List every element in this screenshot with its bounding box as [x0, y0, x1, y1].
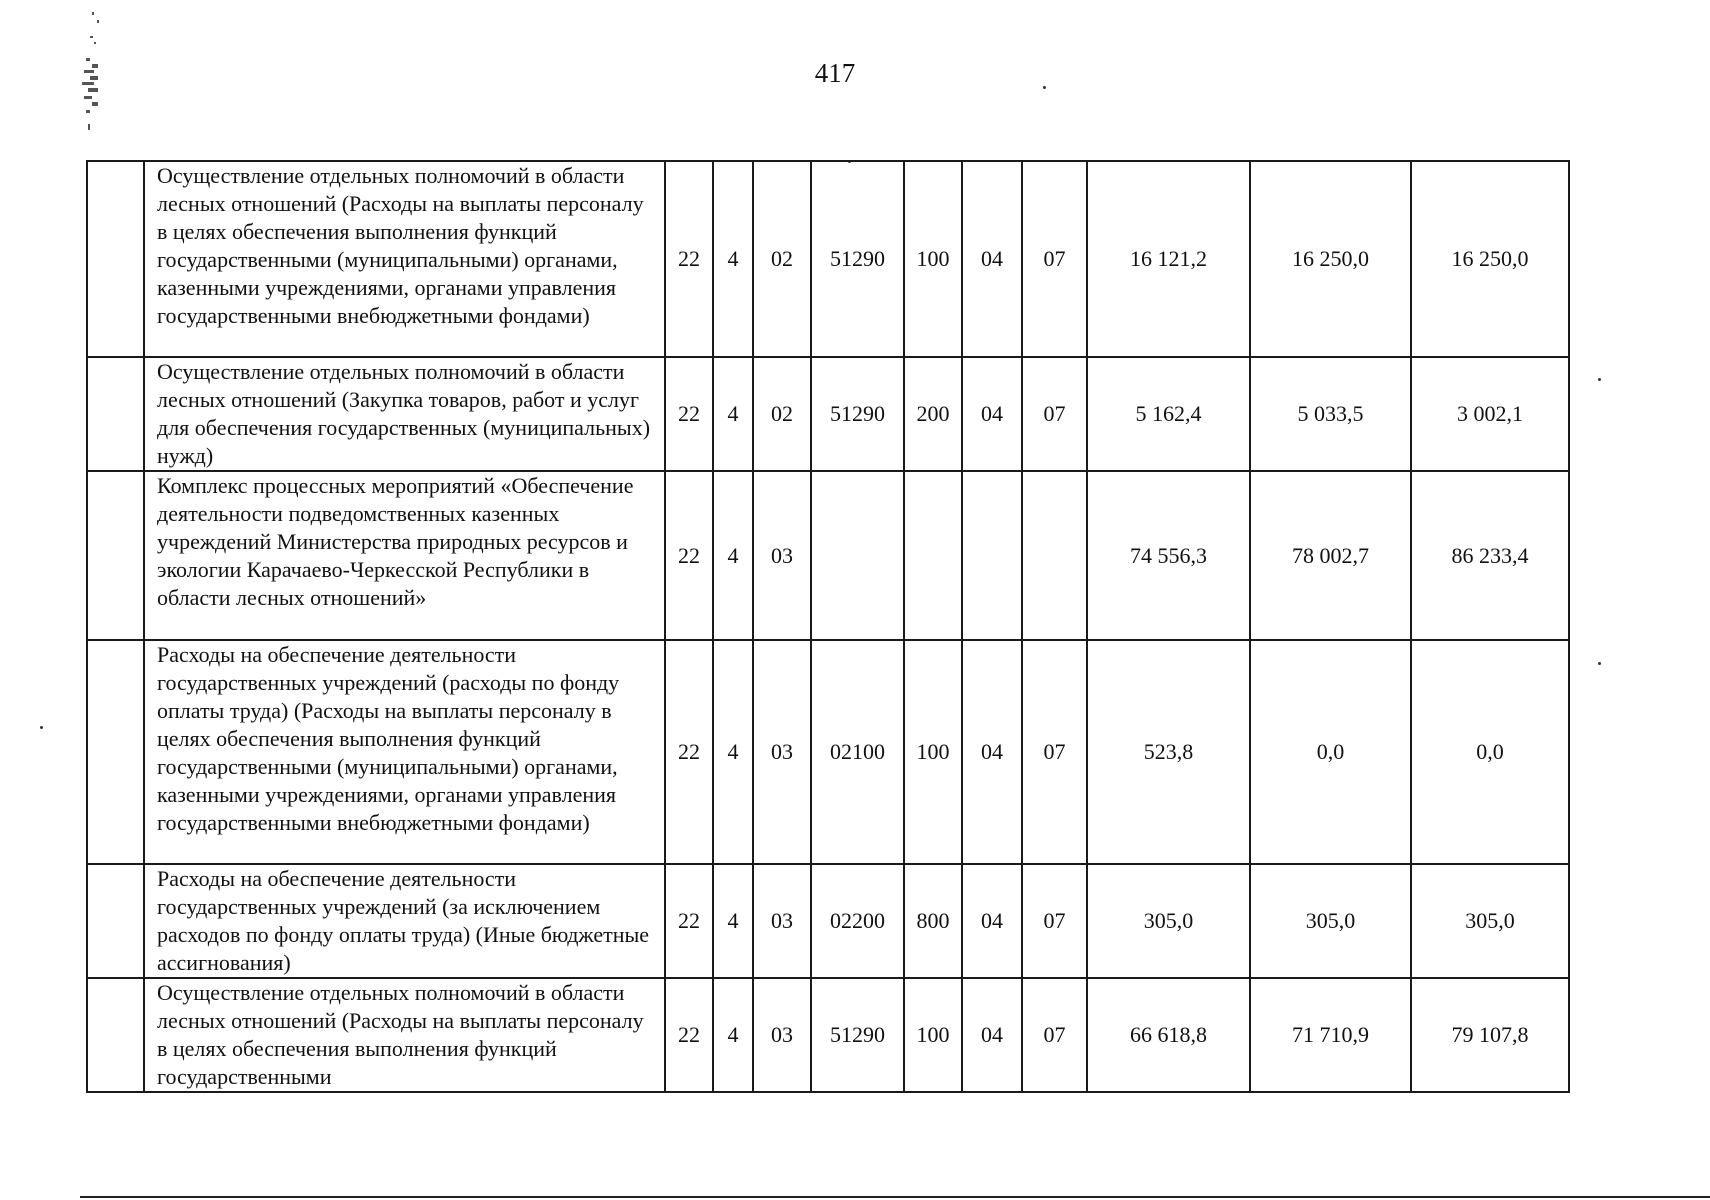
table-row	[87, 978, 1569, 1092]
row-index-cell	[87, 471, 144, 640]
amount-cell: 16 250,0	[1411, 161, 1569, 357]
amount-cell: 78 002,7	[1250, 471, 1411, 640]
code-cell: 4	[713, 471, 753, 640]
code-cell: 02200	[811, 864, 904, 978]
amount-cell: 5 162,4	[1087, 357, 1250, 471]
code-cell	[904, 471, 962, 640]
code-cell: 4	[713, 357, 753, 471]
expense-name: Расходы на обеспечение деятельности государственных учреждений (за исключением расходов по фонду оплаты труда) (Иные бюджетные ассигнования)	[144, 864, 665, 978]
amount-cell: 305,0	[1087, 864, 1250, 978]
code-cell: 03	[753, 978, 811, 1092]
stray-dot	[1043, 86, 1046, 89]
amount-cell: 5 033,5	[1250, 357, 1411, 471]
row-index-cell	[87, 640, 144, 864]
stray-dot	[1598, 378, 1601, 381]
amount-cell: 86 233,4	[1411, 471, 1569, 640]
table-row	[87, 864, 1569, 978]
row-index-cell	[87, 978, 144, 1092]
expense-name: Расходы на обеспечение деятельности государственных учреждений (расходы по фонду оплаты труда) (Расходы на выплаты персоналу в целях обеспечения выполнения функций государственными (муниципальными) органами, казенными учреждениями, органами управления государственными внебюджетными фондами)	[144, 640, 665, 864]
expense-name: Осуществление отдельных полномочий в области лесных отношений (Расходы на выплаты персоналу в целях обеспечения выполнения функций государственными	[144, 978, 665, 1092]
code-cell: 4	[713, 161, 753, 357]
code-cell: 800	[904, 864, 962, 978]
amount-cell: 305,0	[1411, 864, 1569, 978]
code-cell: 07	[1022, 978, 1087, 1092]
code-cell: 100	[904, 978, 962, 1092]
code-cell: 51290	[811, 161, 904, 357]
code-cell: 100	[904, 161, 962, 357]
code-cell	[811, 471, 904, 640]
code-cell: 51290	[811, 978, 904, 1092]
code-cell: 04	[962, 161, 1022, 357]
amount-cell: 0,0	[1250, 640, 1411, 864]
code-cell: 4	[713, 864, 753, 978]
amount-cell: 71 710,9	[1250, 978, 1411, 1092]
code-cell: 22	[665, 640, 713, 864]
expense-name: Осуществление отдельных полномочий в области лесных отношений (Закупка товаров, работ и услуг для обеспечения государственных (муниципальных) нужд)	[144, 357, 665, 471]
code-cell: 03	[753, 640, 811, 864]
code-cell: 03	[753, 864, 811, 978]
amount-cell: 523,8	[1087, 640, 1250, 864]
code-cell: 4	[713, 978, 753, 1092]
code-cell: 22	[665, 161, 713, 357]
code-cell: 07	[1022, 357, 1087, 471]
code-cell: 07	[1022, 161, 1087, 357]
row-index-cell	[87, 864, 144, 978]
amount-cell: 66 618,8	[1087, 978, 1250, 1092]
table-row	[87, 161, 1569, 357]
code-cell: 51290	[811, 357, 904, 471]
amount-cell: 305,0	[1250, 864, 1411, 978]
amount-cell: 3 002,1	[1411, 357, 1569, 471]
table-row	[87, 357, 1569, 471]
table-row	[87, 471, 1569, 640]
expense-name: Комплекс процессных мероприятий «Обеспечение деятельности подведомственных казенных учреждений Министерства природных ресурсов и экологии Карачаево-Черкесской Республики в области лесных отношений»	[144, 471, 665, 640]
page-bottom-rule	[80, 1196, 1710, 1198]
stray-dot	[1598, 662, 1601, 665]
amount-cell: 16 121,2	[1087, 161, 1250, 357]
code-cell: 04	[962, 864, 1022, 978]
code-cell: 07	[1022, 640, 1087, 864]
code-cell: 04	[962, 978, 1022, 1092]
code-cell: 04	[962, 357, 1022, 471]
stray-dot	[40, 726, 43, 729]
code-cell: 22	[665, 864, 713, 978]
code-cell: 100	[904, 640, 962, 864]
code-cell: 03	[753, 471, 811, 640]
amount-cell: 74 556,3	[1087, 471, 1250, 640]
scan-artifact	[78, 8, 110, 138]
code-cell: 02	[753, 357, 811, 471]
amount-cell: 79 107,8	[1411, 978, 1569, 1092]
code-cell	[1022, 471, 1087, 640]
code-cell: 02100	[811, 640, 904, 864]
code-cell: 22	[665, 357, 713, 471]
code-cell: 07	[1022, 864, 1087, 978]
expense-name: Осуществление отдельных полномочий в области лесных отношений (Расходы на выплаты персоналу в целях обеспечения выполнения функций государственными (муниципальными) органами, казенными учреждениями, органами управления государственными внебюджетными фондами)	[144, 161, 665, 357]
code-cell: 4	[713, 640, 753, 864]
code-cell: 22	[665, 471, 713, 640]
code-cell: 200	[904, 357, 962, 471]
row-index-cell	[87, 161, 144, 357]
code-cell: 04	[962, 640, 1022, 864]
code-cell: 02	[753, 161, 811, 357]
row-index-cell	[87, 357, 144, 471]
code-cell: 22	[665, 978, 713, 1092]
code-cell	[962, 471, 1022, 640]
table-row	[87, 640, 1569, 864]
amount-cell: 16 250,0	[1250, 161, 1411, 357]
page-number: 417	[814, 58, 856, 88]
amount-cell: 0,0	[1411, 640, 1569, 864]
budget-table	[86, 160, 1570, 1093]
